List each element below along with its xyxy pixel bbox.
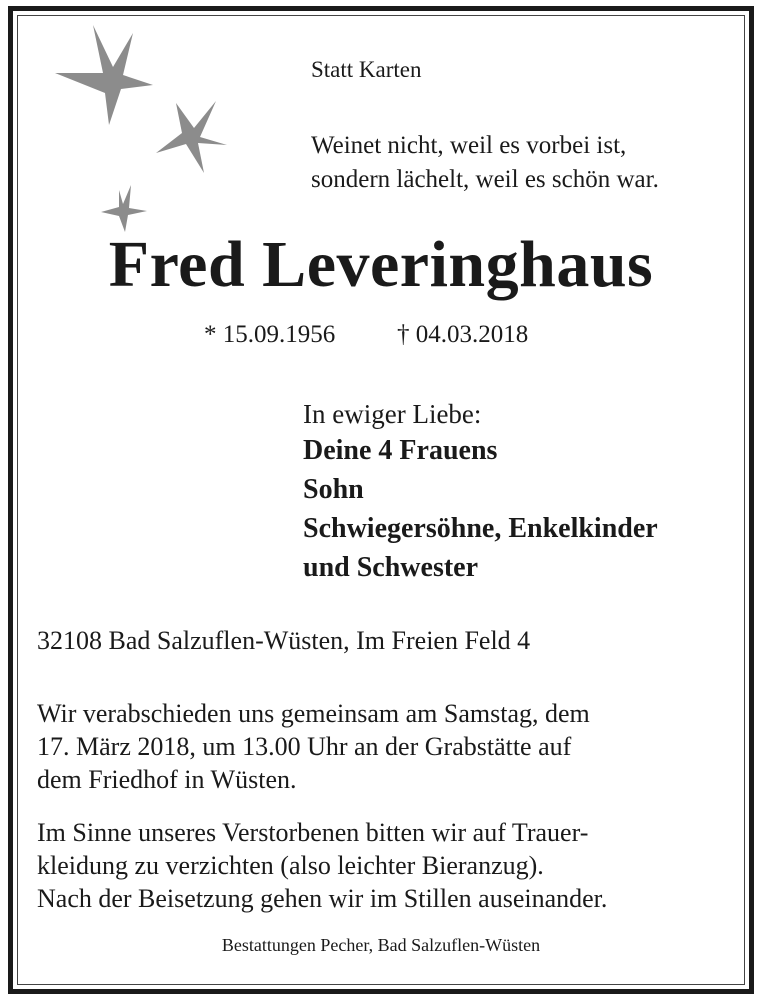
star-icon bbox=[156, 101, 227, 173]
stars-decoration bbox=[53, 25, 243, 235]
deceased-name: Fred Leveringhaus bbox=[108, 228, 654, 301]
death-date: † 04.03.2018 bbox=[397, 321, 529, 348]
funeral-text bbox=[37, 697, 590, 796]
undertaker: Bestattungen Pecher, Bad Salzuflen-Wüsten bbox=[221, 935, 541, 955]
notice-frame bbox=[8, 6, 754, 994]
request-text bbox=[37, 816, 607, 915]
funeral-line: 17. März 2018, um 13.00 Uhr an der Grabstätte auf bbox=[37, 732, 572, 761]
family-line: Sohn bbox=[303, 474, 364, 505]
request-line: Im Sinne unseres Verstorbenen bitten wir auf Trauer- bbox=[37, 818, 589, 847]
family-line: und Schwester bbox=[303, 552, 479, 583]
birth-date: * 15.09.1956 bbox=[204, 321, 336, 348]
funeral-line: Wir verabschieden uns gemeinsam am Samstag, dem bbox=[37, 699, 590, 728]
star-icon bbox=[101, 185, 147, 232]
funeral-line: dem Friedhof in Wüsten. bbox=[37, 765, 297, 794]
star-icon bbox=[55, 25, 153, 125]
address: 32108 Bad Salzuflen-Wüsten, Im Freien Feld 4 bbox=[37, 626, 531, 655]
verse bbox=[311, 129, 659, 197]
love-intro: In ewiger Liebe: bbox=[303, 399, 482, 429]
family-line: Deine 4 Frauens bbox=[303, 435, 498, 466]
verse-line: sondern lächelt, weil es schön war. bbox=[311, 166, 659, 193]
request-line: Nach der Beisetzung gehen wir im Stillen auseinander. bbox=[37, 884, 608, 913]
family-list bbox=[303, 431, 658, 587]
request-line: kleidung zu verzichten (also leichter Bieranzug). bbox=[37, 851, 544, 880]
verse-line: Weinet nicht, weil es vorbei ist, bbox=[311, 132, 627, 159]
family-line: Schwiegersöhne, Enkelkinder bbox=[303, 513, 658, 544]
header-text: Statt Karten bbox=[311, 57, 422, 82]
